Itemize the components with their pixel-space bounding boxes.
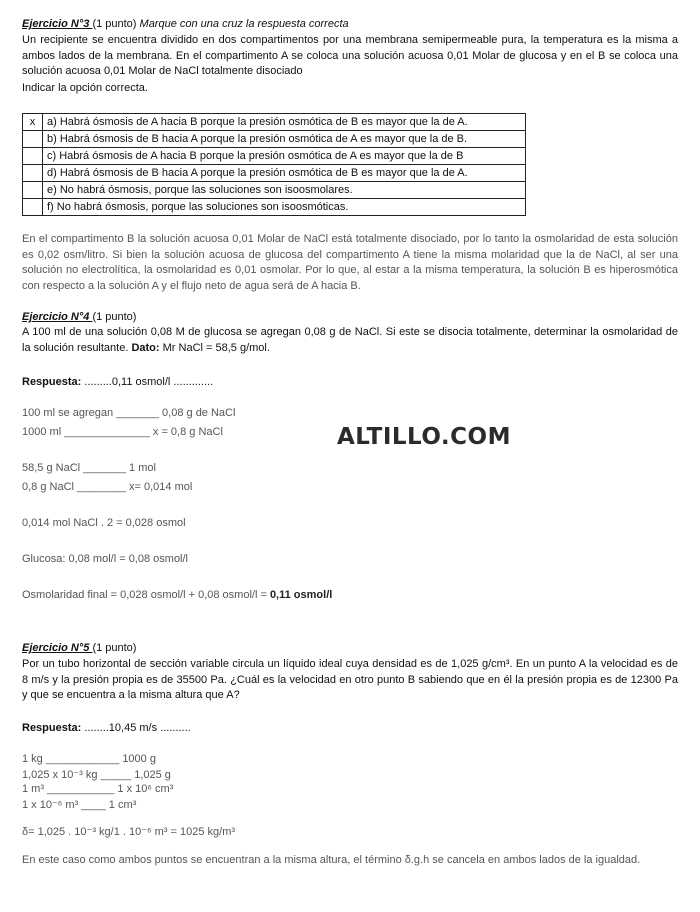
ex3-header <box>22 17 678 33</box>
ex4-work-line: 58,5 g NaCl _______ 1 mol <box>22 462 156 474</box>
ex4-work-line: 1000 ml ______________ x = 0,8 g NaCl <box>22 426 223 438</box>
ex5-title: Ejercicio N°5 <box>22 642 93 654</box>
ex5-answer-value: ........10,45 m/s .......... <box>81 722 191 734</box>
ex4-final-line <box>22 589 332 601</box>
ex5-header <box>22 641 678 657</box>
ex5-work-line: 1,025 x 10⁻³ kg _____ 1,025 g <box>22 769 171 781</box>
ex4-answer <box>22 375 678 391</box>
ex4-statement: A 100 ml de una solución 0,08 M de glucosa se agregan 0,08 g de NaCl. Si este se disocia totalmente, determinar la osmolaridad de la solución resultante. <box>22 326 678 354</box>
option-mark-cell[interactable] <box>23 199 43 216</box>
ex3-prompt: Indicar la opción correcta. <box>22 82 148 94</box>
ex3-body: Un recipiente se encuentra dividido en dos compartimentos por una membrana semipermeable pura, la temperatura es la misma a ambos lados de la membrana. En el compartimento A se coloca una solución acuosa 0,01 Molar de glucosa y en el B se coloca una solución acuosa 0,01 Molar de NaCl totalmente disociado <box>22 34 678 77</box>
ex5-work-line: δ= 1,025 . 10⁻³ kg/1 . 10⁻⁶ m³ = 1025 kg/m³ <box>22 826 236 838</box>
ex4-dato-value: Mr NaCl = 58,5 g/mol. <box>159 341 270 354</box>
option-text: e) No habrá ósmosis, porque las soluciones son isoosmolares. <box>43 182 526 199</box>
ex5-answer <box>22 721 678 737</box>
ex4-answer-value: .........0,11 osmol/l ............. <box>81 376 214 388</box>
ex5-work-line: 1 m³ ___________ 1 x 10⁶ cm³ <box>22 783 174 795</box>
option-row <box>23 114 526 131</box>
ex3-explanation: En el compartimento B la solución acuosa 0,01 Molar de NaCl está totalmente disociado, por lo tanto la osmolaridad de esta solución es 0,02 osm/litro. Si bien la solución acuosa de glucosa del compartimento A tiene la misma molaridad que la de NaCl, al ser una solución no electrolítica, la osmolaridad es 0,01 osmolar. Por lo que, al estar a la misma temperatura, la solución B es hiperosmótica con respecto a la solución A y el flujo neto de agua será de A hacia B. <box>22 233 678 292</box>
ex5-work-line: 1 kg ____________ 1000 g <box>22 753 156 765</box>
ex4-points: (1 punto) <box>92 311 137 323</box>
ex4-header <box>22 310 678 326</box>
option-text: c) Habrá ósmosis de A hacia B porque la presión osmótica de A es mayor que la de B <box>43 148 526 165</box>
option-row <box>23 165 526 182</box>
ex4-dato-label: Dato: <box>131 341 160 354</box>
option-row <box>23 148 526 165</box>
ex4-work-line: 0,014 mol NaCl . 2 = 0,028 osmol <box>22 517 186 529</box>
ex4-title: Ejercicio N°4 <box>22 311 93 323</box>
option-mark-cell[interactable] <box>23 131 43 148</box>
option-row <box>23 199 526 216</box>
option-text: a) Habrá ósmosis de A hacia B porque la presión osmótica de B es mayor que la de A. <box>43 114 526 131</box>
ex4-body <box>22 325 678 356</box>
ex4-work-line: 0,8 g NaCl ________ x= 0,014 mol <box>22 481 193 493</box>
ex4-final-prefix: Osmolaridad final = 0,028 osmol/l + 0,08 osmol/l = <box>22 589 270 601</box>
ex3-points: (1 punto) <box>92 18 140 30</box>
ex4-answer-label: Respuesta: <box>22 376 82 388</box>
ex4-work-line: Glucosa: 0,08 mol/l = 0,08 osmol/l <box>22 553 188 565</box>
ex5-answer-label: Respuesta: <box>22 722 82 734</box>
option-mark-cell[interactable] <box>23 182 43 199</box>
ex5-conclusion: En este caso como ambos puntos se encuentran a la misma altura, el término δ.g.h se cancela en ambos lados de la igualdad. <box>22 854 641 866</box>
option-text: d) Habrá ósmosis de B hacia A porque la presión osmótica de B es mayor que la de A. <box>43 165 526 182</box>
option-row <box>23 131 526 148</box>
ex3-options-table <box>22 113 526 216</box>
option-mark-cell[interactable]: x <box>23 114 43 131</box>
altillo-watermark: ALTILLO.COM <box>337 424 511 450</box>
ex4-final-value: 0,11 osmol/l <box>269 589 333 601</box>
ex4-work-line: 100 ml se agregan _______ 0,08 g de NaCl <box>22 407 236 419</box>
ex3-instruction: Marque con una cruz la respuesta correcta <box>139 18 349 30</box>
ex5-body: Por un tubo horizontal de sección variable circula un líquido ideal cuya densidad es de 1,025 g/cm³. En un punto A la velocidad es de 8 m/s y la presión propia es de 35500 Pa. ¿Cuál es la velocidad en otro punto B sabiendo que en él la presión propia es de 12300 Pa y que se encuentra a la misma altura que A? <box>22 658 678 701</box>
option-mark-cell[interactable] <box>23 165 43 182</box>
option-text: f) No habrá ósmosis, porque las soluciones son isoosmóticas. <box>43 199 526 216</box>
ex5-work-line: 1 x 10⁻⁶ m³ ____ 1 cm³ <box>22 799 137 811</box>
ex3-title: Ejercicio N°3 <box>22 18 93 30</box>
option-mark-cell[interactable] <box>23 148 43 165</box>
option-text: b) Habrá ósmosis de B hacia A porque la presión osmótica de A es mayor que la de B. <box>43 131 526 148</box>
ex5-points: (1 punto) <box>92 642 137 654</box>
option-row <box>23 182 526 199</box>
